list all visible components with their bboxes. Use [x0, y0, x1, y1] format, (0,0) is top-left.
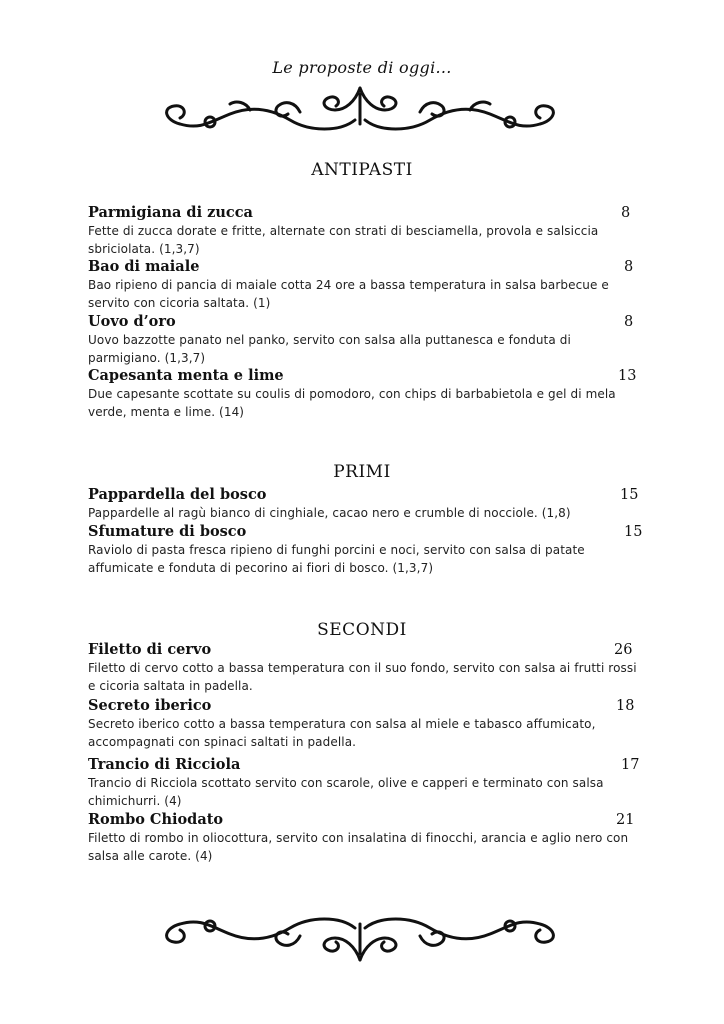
menu-item [88, 811, 640, 865]
item-name: Sfumature di bosco [88, 523, 247, 540]
item-price: 15 [624, 524, 643, 540]
item-price: 8 [624, 259, 634, 275]
ornament-flourish-icon [150, 80, 570, 142]
item-name: Uovo d’oro [88, 313, 176, 330]
item-price: 21 [616, 812, 635, 828]
menu-item [88, 313, 640, 367]
item-name: Pappardella del bosco [88, 486, 267, 503]
item-price: 8 [624, 314, 634, 330]
item-price: 8 [621, 205, 631, 221]
item-description: Bao ripieno di pancia di maiale cotta 24 ore a bassa temperatura in salsa barbecue e servito con cicoria saltata. (1) [88, 278, 609, 310]
item-description: Uovo bazzotte panato nel panko, servito con salsa alla puttanesca e fonduta di parmigiano. (1,3,7) [88, 333, 571, 365]
ornament-flourish-icon [150, 906, 570, 968]
item-name: Bao di maiale [88, 258, 200, 275]
item-description: Filetto di cervo cotto a bassa temperatura con il suo fondo, servito con salsa ai frutti rossi e cicoria saltata in padella. [88, 661, 637, 693]
menu-intro: Le proposte di oggi... [272, 58, 452, 77]
item-price: 17 [621, 757, 640, 773]
item-name: Rombo Chiodato [88, 811, 224, 828]
menu-item [88, 486, 640, 523]
item-name: Filetto di cervo [88, 641, 212, 658]
item-description: Raviolo di pasta fresca ripieno di funghi porcini e noci, servito con salsa di patate affumicate e fonduta di pecorino ai fiori di bosco. (1,3,7) [88, 543, 585, 575]
item-description: Trancio di Ricciola scottato servito con scarole, olive e capperi e terminato con salsa chimichurri. (4) [88, 776, 604, 808]
item-price: 26 [614, 642, 633, 658]
item-name: Parmigiana di zucca [88, 204, 253, 221]
item-name: Trancio di Ricciola [88, 756, 241, 773]
item-price: 18 [616, 698, 635, 714]
menu-item [88, 697, 640, 751]
section-title-secondi: SECONDI [317, 620, 407, 640]
item-description: Secreto iberico cotto a bassa temperatura con salsa al miele e tabasco affumicato, accompagnati con spinaci saltati in padella. [88, 717, 596, 749]
item-description: Due capesante scottate su coulis di pomodoro, con chips di barbabietola e gel di mela verde, menta e lime. (14) [88, 387, 616, 419]
item-name: Capesanta menta e lime [88, 367, 284, 384]
item-description: Pappardelle al ragù bianco di cinghiale, cacao nero e crumble di nocciole. (1,8) [88, 506, 571, 520]
menu-item [88, 204, 640, 258]
item-name: Secreto iberico [88, 697, 212, 714]
menu-item [88, 641, 640, 695]
section-title-primi: PRIMI [333, 462, 391, 482]
menu-item [88, 258, 640, 312]
item-description: Fette di zucca dorate e fritte, alternate con strati di besciamella, provola e salsiccia sbriciolata. (1,3,7) [88, 224, 599, 256]
menu-item [88, 367, 640, 421]
menu-item [88, 756, 640, 810]
item-description: Filetto di rombo in oliocottura, servito con insalatina di finocchi, arancia e aglio nero con salsa alle carote. (4) [88, 831, 629, 863]
item-price: 13 [618, 368, 637, 384]
menu-item [88, 523, 643, 577]
section-title-antipasti: ANTIPASTI [311, 160, 413, 180]
item-price: 15 [620, 487, 639, 503]
